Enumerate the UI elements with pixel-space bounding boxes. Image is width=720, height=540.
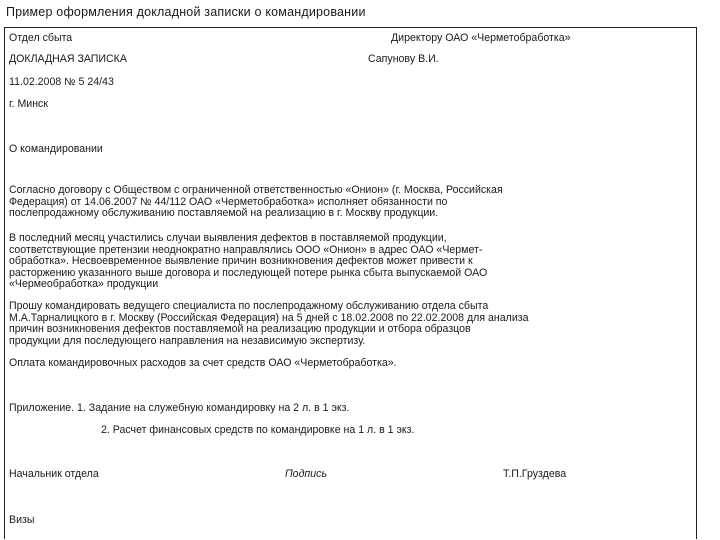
attachment-item-2: 2. Расчет финансовых средств по командировке на 1 л. в 1 экз.	[101, 424, 415, 436]
paragraph-line: причин возникновения дефектов поставляемой на реализацию продукции и отбора образцов	[9, 323, 471, 336]
document-type: ДОКЛАДНАЯ ЗАПИСКА	[9, 53, 127, 65]
attachment-item-1: Приложение. 1. Задание на служебную командировку на 2 л. в 1 экз.	[9, 402, 350, 414]
paragraph-request	[9, 301, 697, 347]
document-frame	[4, 27, 697, 539]
document-heading: Пример оформления докладной записки о командировании	[6, 5, 366, 19]
paragraph-agreement	[9, 185, 697, 220]
signature-position: Начальник отдела	[9, 468, 99, 480]
addressee-name: Сапунову В.И.	[368, 53, 439, 65]
department-label: Отдел сбыта	[9, 32, 73, 44]
date-number: 11.02.2008 № 5 24/43	[9, 76, 114, 88]
visas-label: Визы	[9, 514, 35, 526]
paragraph-line: обработка». Несвоевременное выявление причин возникновения дефектов может привести к	[9, 255, 473, 268]
signature-placeholder: Подпись	[285, 468, 328, 480]
paragraph-payment	[9, 358, 697, 370]
paragraph-line: «Чермеобработка» продукции	[9, 278, 159, 291]
paragraph-line: Оплата командировочных расходов за счет средств ОАО «Черметобработка».	[9, 357, 397, 369]
paragraph-line: продукции для последующего направления на независимую экспертизу.	[9, 334, 366, 347]
paragraph-line: Согласно договору с Обществом с ограниченной ответственностью «Онион» (г. Москва, Российская	[9, 184, 503, 196]
paragraph-line: Федерация) от 14.06.2007 № 44/112 ОАО «Черметобработка» исполняет обязанности по	[9, 195, 448, 208]
paragraph-line: послепродажному обслуживанию поставляемой на реализацию в г. Москву продукции.	[9, 207, 439, 220]
paragraph-line: Прошу командировать ведущего специалиста по послепродажному обслуживанию отдела сбыта	[9, 300, 489, 312]
addressee-title: Директору ОАО «Черметобработка»	[391, 32, 571, 44]
paragraph-line: расторжению указанного выше договора и последующей потере рынка сбыта выпускаемой ОАО	[9, 266, 488, 279]
paragraph-line: соответствующие претензии неоднократно направлялись ООО «Онион» в адрес ОАО «Чермет-	[9, 243, 483, 256]
city-label: г. Минск	[9, 98, 48, 110]
signature-name: Т.П.Груздева	[503, 468, 567, 480]
paragraph-line: В последний месяц участились случаи выявления дефектов в поставляемой продукции,	[9, 232, 447, 244]
subject-line: О командировании	[9, 143, 103, 155]
paragraph-defects	[9, 233, 697, 291]
paragraph-line: М.А.Тарналицкого в г. Москву (Российская Федерация) на 5 дней с 18.02.2008 по 22.02.2008 для анализа	[9, 311, 529, 324]
